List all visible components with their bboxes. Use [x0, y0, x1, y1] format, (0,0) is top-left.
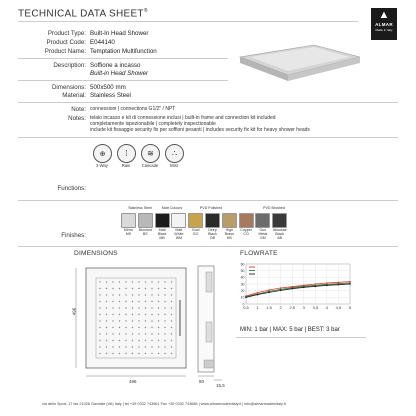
three-way-icon: ⊕: [93, 144, 112, 163]
rain-icon: ⁞: [117, 144, 136, 163]
description-en: Built-in Head Shower: [90, 70, 149, 77]
nozzle-dot: [99, 327, 100, 328]
nozzle-dot: [125, 340, 126, 341]
functions-divider: [18, 200, 398, 201]
finish-ab: [272, 213, 287, 241]
finish-name: High Brass: [224, 228, 234, 237]
nozzle-dot: [171, 301, 172, 302]
finish-name: Brushed: [138, 228, 152, 232]
flowrate-summary: MIN: 1 bar | MAX: 5 bar | BEST: 3 bar: [240, 327, 340, 333]
nozzle-dot: [138, 314, 139, 315]
nozzle-dot: [125, 307, 126, 308]
finish-swatch-row: [121, 213, 321, 243]
nozzle-dot: [132, 314, 133, 315]
nozzle-dot: [158, 281, 159, 282]
finish-code: AB: [277, 236, 283, 241]
nozzle-dot: [158, 340, 159, 341]
nozzle-dot: [112, 327, 113, 328]
finish-code: WM: [175, 236, 183, 241]
nozzle-dot: [158, 307, 159, 308]
finish-group-pvd-polished: PVD Polished: [199, 206, 223, 210]
finish-code: HB: [226, 236, 232, 241]
nozzle-dot: [138, 340, 139, 341]
nozzle-dot: [138, 281, 139, 282]
material-value: Stainless Steel: [90, 92, 131, 99]
product-name-label: Product Name:: [44, 48, 86, 55]
dimensions-label: Dimensions:: [51, 84, 86, 91]
series-point: [349, 283, 351, 285]
nozzle-dot: [171, 307, 172, 308]
nozzle-dot: [106, 314, 107, 315]
nozzle-dot: [119, 327, 120, 328]
nozzle-dot: [132, 281, 133, 282]
nozzle-dot: [145, 333, 146, 334]
nozzle-dot: [138, 327, 139, 328]
nozzle-dot: [171, 346, 172, 347]
notes-label: Notes:: [68, 115, 86, 122]
nozzle-dot: [99, 346, 100, 347]
nozzle-dot: [112, 288, 113, 289]
flowrate-divider: [236, 337, 366, 338]
nozzle-dot: [145, 346, 146, 347]
nozzle-dot: [112, 281, 113, 282]
nozzle-dot: [145, 288, 146, 289]
nozzle-dot: [106, 327, 107, 328]
finish-go: [188, 213, 203, 236]
nozzle-dot: [132, 301, 133, 302]
finish-name: Matt White: [174, 228, 184, 237]
series-point: [280, 290, 282, 292]
finish-code: DB: [210, 236, 215, 241]
notes-line-3: include kit fissaggio security fix per soffioni pesanti | includes security fix kit for heavy shower heads: [90, 127, 310, 133]
functions-row: [91, 144, 411, 194]
finish-code: MB: [159, 236, 165, 241]
nozzle-dot: [151, 288, 152, 289]
nozzle-dot: [151, 281, 152, 282]
dim-height: 496: [71, 307, 77, 316]
x-tick-label: 4: [325, 305, 329, 310]
nozzle-dot: [151, 353, 152, 354]
finish-co: [239, 213, 254, 236]
nozzle-dot: [119, 314, 120, 315]
nozzle-dot: [106, 346, 107, 347]
nozzle-dot: [112, 333, 113, 334]
nozzle-dot: [132, 340, 133, 341]
nozzle-dot: [138, 353, 139, 354]
function-3-way: [91, 144, 113, 168]
nozzle-dot: [112, 301, 113, 302]
nozzle-dot: [125, 320, 126, 321]
product-type-value: Built-In Head Shower: [90, 30, 149, 37]
nozzle-dot: [99, 320, 100, 321]
nozzle-dot: [164, 294, 165, 295]
nozzle-dot: [125, 281, 126, 282]
finish-swatch: [205, 213, 220, 228]
nozzle-dot: [158, 294, 159, 295]
product-code-label: Product Code:: [46, 39, 86, 46]
dimensions-title: DIMENSIONS: [74, 250, 118, 257]
finish-code: CO: [243, 232, 249, 237]
nozzle-dot: [145, 301, 146, 302]
nozzle-dot: [125, 294, 126, 295]
nozzle-dot: [164, 346, 165, 347]
brand-logo: [371, 8, 397, 40]
nozzle-dot: [99, 353, 100, 354]
nozzle-dot: [145, 327, 146, 328]
logo-emblem-icon: ▲: [378, 9, 390, 21]
nozzle-dot: [112, 294, 113, 295]
series-point: [257, 294, 259, 296]
y-tick-label: 0: [242, 302, 245, 307]
nozzle-dot: [132, 346, 133, 347]
nozzle-dot: [164, 327, 165, 328]
product-name-value: Temptation Multifunction: [90, 48, 157, 55]
finish-swatch: [222, 213, 237, 228]
nozzle-dot: [112, 314, 113, 315]
nozzle-dot: [145, 294, 146, 295]
finish-group-pvd-brushed: PVD Brushed: [263, 206, 285, 210]
finish-name: Deep Black: [208, 228, 217, 237]
nozzle-dot: [125, 301, 126, 302]
nozzle-dot: [151, 320, 152, 321]
header-divider: [18, 21, 358, 22]
notes-line-1: telaio incasso e kit di connessione inclusi | built-in frame and connection kit included: [90, 115, 276, 121]
finish-swatch: [121, 213, 136, 228]
nozzle-dot: [138, 288, 139, 289]
nozzle-dot: [132, 320, 133, 321]
dim-side-flange: 15,5: [216, 383, 225, 388]
finish-name: Mirror: [123, 228, 134, 232]
nozzle-dot: [132, 327, 133, 328]
nozzle-dot: [106, 281, 107, 282]
nozzle-dot: [151, 294, 152, 295]
nozzle-dot: [99, 307, 100, 308]
nozzle-dot: [158, 288, 159, 289]
nozzle-dot: [99, 333, 100, 334]
nozzle-dot: [99, 294, 100, 295]
nozzle-dot: [151, 307, 152, 308]
nozzle-dot: [112, 340, 113, 341]
function-mist: [163, 144, 185, 168]
nozzle-dot: [106, 333, 107, 334]
nozzle-dot: [125, 353, 126, 354]
nozzle-dot: [171, 327, 172, 328]
function-3-way-label: 3 Way: [96, 163, 108, 168]
nozzle-dot: [138, 294, 139, 295]
logo-sub: Made in Italy: [375, 28, 393, 32]
note-value: connessioni | connections G1/2" / NPT: [90, 106, 176, 112]
product-image: [236, 27, 364, 91]
series-point: [268, 292, 270, 294]
nozzle-dot: [145, 314, 146, 315]
nozzle-dot: [125, 346, 126, 347]
nozzle-dot: [158, 333, 159, 334]
x-tick-label: 3,5: [312, 305, 319, 310]
material-label: Material:: [62, 92, 86, 99]
finish-ms: [121, 213, 136, 236]
y-tick-label: 20: [240, 288, 245, 293]
spec-divider-3: [18, 102, 398, 103]
nozzle-dot: [158, 327, 159, 328]
nozzle-dot: [151, 301, 152, 302]
series-point: [338, 284, 340, 286]
x-tick-label: 5: [348, 305, 352, 310]
y-tick-label: 30: [240, 282, 245, 287]
nozzle-dot: [171, 288, 172, 289]
nozzle-dot: [164, 307, 165, 308]
logo-brand: ALMAR: [375, 22, 393, 27]
function-cascade-label: Cascade: [141, 163, 159, 168]
nozzle-dot: [151, 333, 152, 334]
finish-bs: [138, 213, 153, 236]
nozzle-dot: [158, 314, 159, 315]
nozzle-dot: [138, 333, 139, 334]
finish-swatch: [272, 213, 287, 228]
nozzle-dot: [171, 340, 172, 341]
series-point: [303, 287, 305, 289]
series-point: [315, 286, 317, 288]
nozzle-dot: [138, 301, 139, 302]
nozzle-dot: [119, 333, 120, 334]
nozzle-dot: [119, 281, 120, 282]
function-rain: [115, 144, 137, 168]
nozzle-dot: [171, 353, 172, 354]
finish-swatch: [239, 213, 254, 228]
x-tick-label: 1,5: [266, 305, 272, 310]
finish-name: Gun Metal: [258, 228, 268, 237]
nozzle-dot: [119, 307, 120, 308]
nozzle-dot: [132, 353, 133, 354]
nozzle-dot: [164, 353, 165, 354]
finish-name: Copper: [240, 228, 252, 232]
dimensions-drawing: [18, 262, 230, 394]
nozzle-dot: [119, 320, 120, 321]
series-point: [291, 288, 293, 290]
finish-wm: [171, 213, 186, 241]
nozzle-dot: [119, 353, 120, 354]
finishes-label: Finishes:: [61, 232, 86, 239]
nozzle-dot: [164, 288, 165, 289]
nozzle-dot: [145, 307, 146, 308]
function-mist-label: Mist: [170, 163, 178, 168]
nozzle-dot: [132, 288, 133, 289]
finish-mb: [155, 213, 170, 241]
finish-swatch: [188, 213, 203, 228]
nozzle-dot: [125, 327, 126, 328]
product-code-value: E044140: [90, 39, 115, 46]
nozzle-dot: [112, 307, 113, 308]
x-tick-label: 3: [302, 305, 305, 310]
functions-label: Functions:: [57, 185, 86, 192]
finishes-divider: [18, 246, 398, 247]
finish-gm: [255, 213, 270, 241]
y-tick-label: 50: [240, 268, 245, 273]
product-type-label: Product Type:: [47, 30, 86, 37]
page-title: TECHNICAL DATA SHEET®: [18, 8, 148, 20]
nozzle-dot: [171, 314, 172, 315]
nozzle-dot: [138, 346, 139, 347]
flowrate-chart: [236, 260, 354, 320]
series-point: [245, 297, 247, 299]
nozzle-dot: [106, 320, 107, 321]
nozzle-dot: [138, 320, 139, 321]
nozzle-dot: [99, 314, 100, 315]
description-label: Description:: [53, 62, 86, 69]
finish-swatch: [255, 213, 270, 228]
nozzle-dot: [132, 294, 133, 295]
x-tick-label: 1: [256, 305, 259, 310]
nozzle-dot: [151, 340, 152, 341]
notes-line-2: completamente ispezionabile | completely inspectionable: [90, 121, 216, 127]
finish-code: GO: [192, 232, 199, 237]
nozzle-dot: [164, 281, 165, 282]
nozzle-dot: [164, 333, 165, 334]
nozzle-dot: [145, 340, 146, 341]
nozzle-dot: [171, 281, 172, 282]
note-label: Note:: [71, 106, 86, 113]
nozzle-dot: [112, 346, 113, 347]
nozzle-dot: [171, 333, 172, 334]
nozzle-dot: [158, 301, 159, 302]
nozzle-dot: [112, 320, 113, 321]
finish-group-matt: Matt Colours: [161, 206, 183, 210]
footer-contact: via dello Sport, 17 bis 21026 Gavirate (VA) Italy | tel +39 0332 743961 Fax +39 0332 743686 | www.almarmadeinitaly.it | info@almarmadeinitaly.it: [42, 402, 286, 406]
function-rain-label: Rain: [121, 163, 131, 168]
nozzle-dot: [119, 346, 120, 347]
x-tick-label: 4,5: [335, 305, 342, 310]
spec-divider-1: [18, 58, 228, 59]
spec-divider-2: [18, 80, 228, 81]
x-tick-label: 2,5: [289, 305, 296, 310]
finish-db: [205, 213, 220, 241]
nozzle-dot: [106, 307, 107, 308]
nozzle-dot: [145, 353, 146, 354]
finish-swatch: [155, 213, 170, 228]
nozzle-dot: [106, 288, 107, 289]
spec-divider-4: [18, 137, 398, 138]
nozzle-dot: [119, 340, 120, 341]
finish-name: Gold: [191, 228, 200, 232]
nozzle-dot: [151, 314, 152, 315]
series-point: [326, 285, 328, 287]
nozzle-dot: [164, 340, 165, 341]
nozzle-dot: [119, 288, 120, 289]
nozzle-dot: [164, 314, 165, 315]
nozzle-dot: [171, 294, 172, 295]
description-it: Soffione a incasso: [90, 62, 141, 69]
nozzle-dot: [125, 333, 126, 334]
nozzle-dot: [151, 346, 152, 347]
nozzle-dot: [132, 333, 133, 334]
flowrate-title: FLOWRATE: [240, 250, 278, 257]
nozzle-dot: [106, 353, 107, 354]
finish-hb: [222, 213, 237, 241]
nozzle-dot: [145, 320, 146, 321]
nozzle-dot: [99, 301, 100, 302]
dim-side-depth: 80: [199, 379, 205, 384]
nozzle-dot: [138, 307, 139, 308]
finish-name: Absolute Black: [272, 228, 287, 237]
nozzle-dot: [99, 288, 100, 289]
dimensions-value: 500x500 mm: [90, 84, 126, 91]
nozzle-dot: [145, 281, 146, 282]
x-tick-label: 0,5: [243, 305, 249, 310]
nozzle-dot: [171, 320, 172, 321]
y-tick-label: 40: [240, 275, 245, 280]
finish-name: Matt Black: [157, 228, 167, 237]
cascade-icon: ≋: [141, 144, 160, 163]
nozzle-dot: [125, 314, 126, 315]
nozzle-dot: [106, 294, 107, 295]
nozzle-dot: [99, 340, 100, 341]
nozzle-dot: [125, 288, 126, 289]
nozzle-dot: [119, 301, 120, 302]
nozzle-dot: [158, 353, 159, 354]
nozzle-dot: [106, 301, 107, 302]
mist-icon: ∴: [165, 144, 184, 163]
nozzle-dot: [106, 340, 107, 341]
finish-group-stainless: Stainless Steel: [128, 206, 152, 210]
nozzle-dot: [112, 353, 113, 354]
nozzle-dot: [164, 301, 165, 302]
nozzle-dot: [158, 320, 159, 321]
y-tick-label: 10: [240, 295, 245, 300]
nozzle-dot: [151, 327, 152, 328]
nozzle-dot: [99, 281, 100, 282]
function-cascade: [139, 144, 161, 168]
finish-swatch: [171, 213, 186, 228]
nozzle-dot: [164, 320, 165, 321]
finish-code: BS: [142, 232, 148, 237]
finish-code: GM: [259, 236, 266, 241]
finish-code: MS: [125, 232, 132, 237]
dim-width: 496: [129, 379, 137, 384]
nozzle-dot: [132, 307, 133, 308]
finish-swatch: [138, 213, 153, 228]
nozzle-dot: [158, 346, 159, 347]
y-tick-label: 60: [240, 262, 245, 267]
nozzle-dot: [119, 294, 120, 295]
x-tick-label: 2: [279, 305, 282, 310]
